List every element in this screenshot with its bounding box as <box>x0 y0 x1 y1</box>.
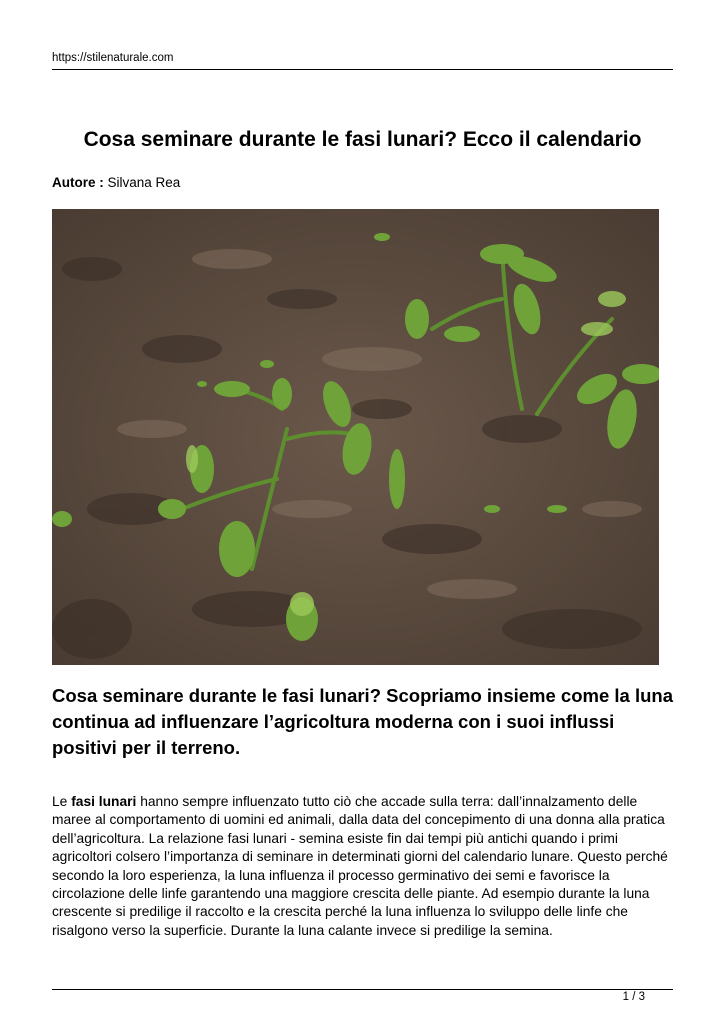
footer-divider <box>52 989 673 990</box>
seedlings-photo <box>52 209 659 665</box>
article-subtitle: Cosa seminare durante le fasi lunari? Scopriamo insieme come la luna continua ad influenzare l’agricoltura moderna con i suoi influssi positivi per il terreno. <box>52 685 673 758</box>
page-number: 1 / 3 <box>622 991 645 1003</box>
body-intro: Le <box>52 794 72 809</box>
body-bold-term: fasi lunari <box>71 794 137 809</box>
author-label: Autore : <box>52 175 104 190</box>
article-title: Cosa seminare durante le fasi lunari? Ecco il calendario <box>83 128 642 151</box>
tomato-seedlings-in-soil-image <box>52 209 659 665</box>
article-body-paragraph <box>52 793 677 940</box>
header-divider <box>52 69 673 70</box>
source-url[interactable]: https://stilenaturale.com <box>52 52 174 64</box>
body-rest: hanno sempre influenzato tutto ciò che accade sulla terra: dall’innalzamento delle maree al comportamento di uomini ed animali, dalla data del concepimento di una donna alla pratica dell’agricoltura. La relazione fasi lunari - semina esiste fin dai tempi più antichi quando i primi agricoltori colsero l’importanza di seminare in determinati giorni del calendario lunare. Questo perché secondo la loro esperienza, la luna influenza il processo germinativo dei semi e favorisce la circolazione delle linfe garantendo una maggiore crescita delle piante. Ad esempio durante la luna crescente si predilige il raccolto e la crescita perché la luna influenza lo sviluppo delle linfe che risalgono verso la superficie. Durante la luna calante invece si predilige la semina. <box>52 794 668 938</box>
author-line <box>52 175 180 190</box>
author-name: Silvana Rea <box>107 175 181 190</box>
